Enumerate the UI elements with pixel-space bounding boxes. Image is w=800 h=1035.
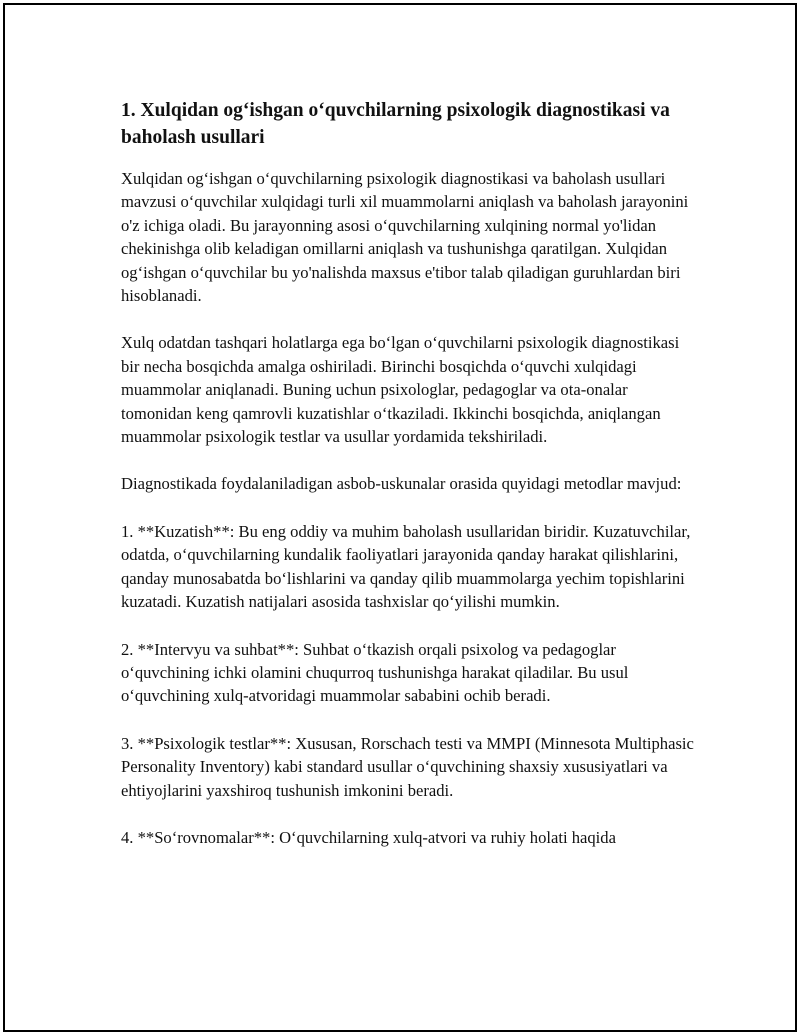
paragraph-stages: Xulq odatdan tashqari holatlarga ega bo‘lgan o‘quvchilarni psixologik diagnostikasi bir necha bosqichda amalga oshiriladi. Birinchi bosqichda o‘quvchi xulqidagi muammolar aniqlanadi. Buning uchun psixologlar, pedagoglar va ota-onalar tomonidan keng qamrovli kuzatishlar o‘tkaziladi. Ikkinchi bosqichda, aniqlangan muammolar psixologik testlar va usullar yordamida tekshiriladi. (121, 333, 680, 447)
paragraph-method-interview: 2. **Intervyu va suhbat**: Suhbat o‘tkazish orqali psixolog va pedagoglar o‘quvchining ichki olamini chuqurroq tushunishga harakat qiladilar. Bu usul o‘quvchining xulq-atvoridagi muammolar sababini ochib beradi. (121, 639, 629, 706)
paragraph-method-tests: 3. **Psixologik testlar**: Xususan, Rorschach testi va MMPI (Minnesota Multiphasic Personality Inventory) kabi standard usullar o‘quvchining shaxsiy xususiyatlari va ehtiyojlarini yaxshiroq tushunish imkonini beradi. (121, 733, 694, 800)
paragraph-method-observation: 1. **Kuzatish**: Bu eng oddiy va muhim baholash usullaridan biridir. Kuzatuvchilar, odatda, o‘quvchilarning kundalik faoliyatlari jarayonida qanday harakat qilishlarini, qanday munosabatda bo‘lishlarini va qanday qilib muammolarga yechim topishlarini kuzatadi. Kuzatish natijalari asosida tashxislar qo‘yilishi mumkin. (121, 521, 691, 612)
document-body (121, 97, 701, 873)
document-title: 1. Xulqidan og‘ishgan o‘quvchilarning psixologik diagnostikasi va baholash usullari (121, 100, 670, 148)
paragraph-methods-intro: Diagnostikada foydalaniladigan asbob-uskunalar orasida quyidagi metodlar mavjud: (121, 474, 682, 494)
paragraph-intro: Xulqidan og‘ishgan o‘quvchilarning psixologik diagnostikasi va baholash usullari mavzusi o‘quvchilar xulqidagi turli xil muammolarni aniqlash va baholash jarayonini o'z ichiga oladi. Bu jarayonning asosi o‘quvchilarning xulqining normal yo'lidan chekinishga olib keladigan omillarni aniqlash va tushunishga qaratilgan. Xulqidan og‘ishgan o‘quvchilar bu yo'nalishda maxsus e'tibor talab qiladigan guruhlardan biri hisoblanadi. (121, 169, 689, 306)
paragraph-method-surveys: 4. **So‘rovnomalar**: O‘quvchilarning xulq-atvori va ruhiy holati haqida (121, 827, 616, 847)
page-frame (3, 3, 797, 1032)
